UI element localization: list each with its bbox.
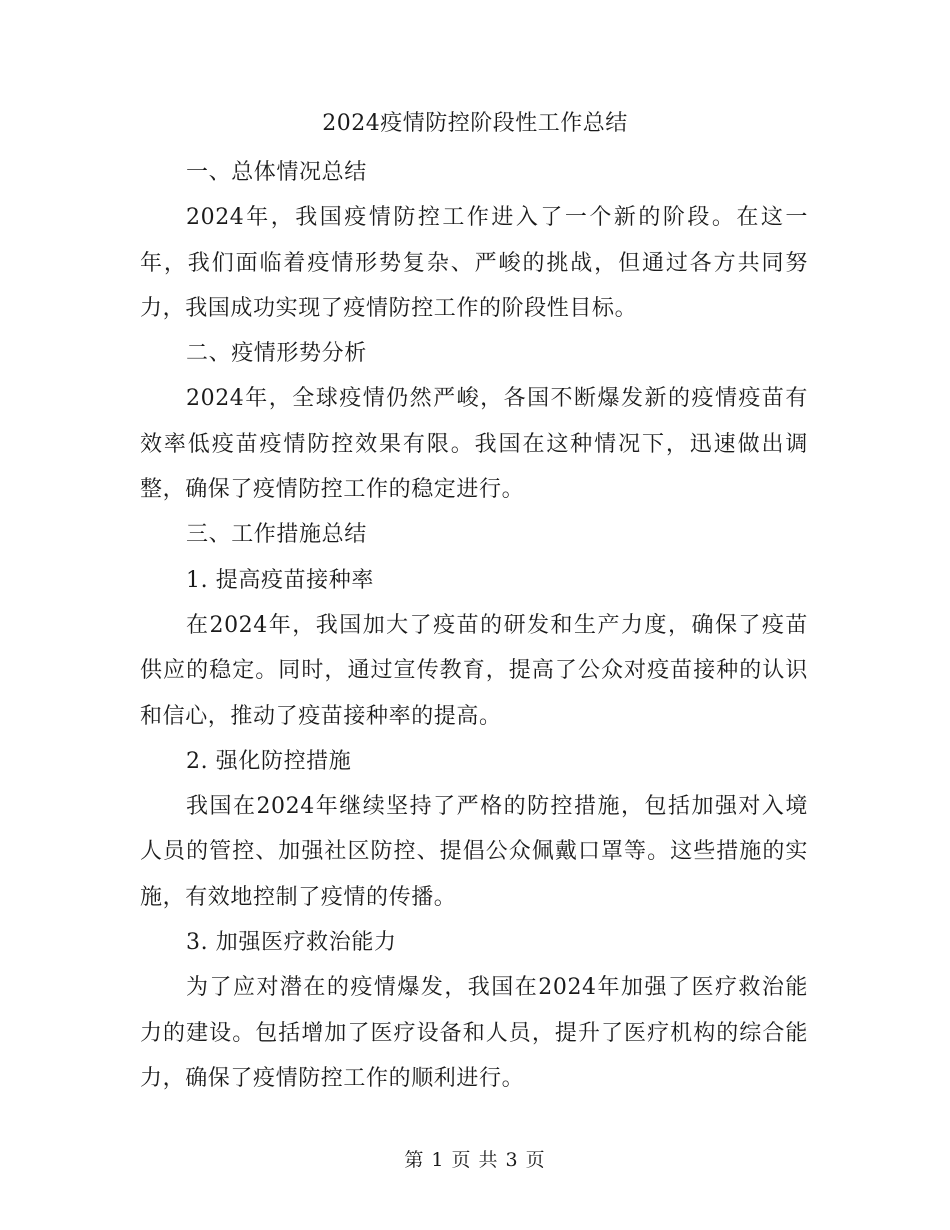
subheading-medical: 3. 加强医疗救治能力: [186, 930, 397, 956]
section-heading-overview: 一、总体情况总结: [186, 160, 367, 185]
subheading-prevention: 2. 强化防控措施: [186, 748, 352, 774]
subheading-vaccination: 1. 提高疫苗接种率: [186, 567, 374, 593]
section-heading-measures: 三、工作措施总结: [186, 522, 367, 548]
page-number-footer: 第 1 页 共 3 页: [404, 1149, 546, 1171]
paragraph-medical: 为了应对潜在的疫情爆发，我国在2024年加强了医疗救治能力的建设。包括增加了医疗设备和人员，提升了医疗机构的综合能力，确保了疫情防控工作的顺利进行。: [140, 975, 808, 1091]
paragraph-overview: 2024年，我国疫情防控工作进入了一个新的阶段。在这一年，我们面临着疫情形势复杂、严峻的挑战，但通过各方共同努力，我国成功实现了疫情防控工作的阶段性目标。: [140, 205, 808, 321]
paragraph-situation: 2024年，全球疫情仍然严峻，各国不断爆发新的疫情疫苗有效率低疫苗疫情防控效果有限。我国在这种情况下，迅速做出调整，确保了疫情防控工作的稳定进行。: [140, 386, 808, 503]
document-body: [140, 150, 808, 1101]
document-title: 2024疫情防控阶段性工作总结: [322, 111, 628, 136]
paragraph-prevention: 我国在2024年继续坚持了严格的防控措施，包括加强对入境人员的管控、加强社区防控、提倡公众佩戴口罩等。这些措施的实施，有效地控制了疫情的传播。: [140, 794, 808, 910]
section-heading-situation: 二、疫情形势分析: [186, 341, 367, 367]
paragraph-vaccination: 在2024年，我国加大了疫苗的研发和生产力度，确保了疫苗供应的稳定。同时，通过宣传教育，提高了公众对疫苗接种的认识和信心，推动了疫苗接种率的提高。: [140, 612, 808, 729]
